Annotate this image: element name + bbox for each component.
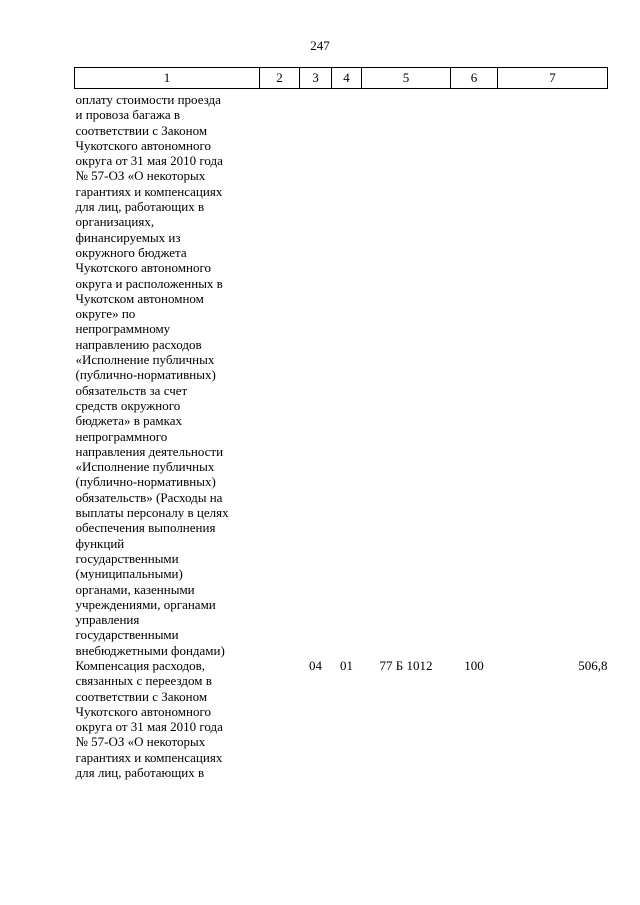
description-line: округа от 31 мая 2010 года [75, 153, 223, 169]
cell-section: 04 [309, 657, 322, 673]
page-number: 247 [310, 38, 330, 53]
cell-amount: 506,8 [578, 657, 608, 673]
description-line: (публично-нормативных) [75, 367, 216, 383]
cell-col2 [260, 89, 300, 658]
column-header-6: 6 [451, 68, 498, 89]
cell-col2 [260, 658, 300, 780]
description-line: соответствии с Законом [75, 688, 208, 704]
description-line: направлению расходов [75, 336, 202, 352]
description-line: Чукотского автономного [75, 137, 211, 153]
row-description [75, 658, 260, 780]
column-header-4: 4 [332, 68, 362, 89]
description-line: Чукотского автономного [75, 703, 211, 719]
description-line: учреждениями, органами [75, 596, 216, 612]
description-line: № 57-ОЗ «О некоторых [75, 734, 206, 750]
cell-subsection: 01 [340, 657, 353, 673]
row-description [75, 89, 260, 658]
table-row [75, 89, 608, 658]
cell-expense-type [451, 89, 498, 658]
cell-section [300, 89, 332, 658]
cell-target-code: 77 Б 1012 [379, 657, 433, 673]
description-line: бюджета» в рамках [75, 413, 182, 429]
description-line: соответствии с Законом [75, 122, 208, 138]
description-line: округа и расположенных в [75, 275, 223, 291]
column-header-3: 3 [300, 68, 332, 89]
column-header-2: 2 [260, 68, 300, 89]
description-line: финансируемых из [75, 229, 181, 245]
description-line: (муниципальными) [75, 566, 183, 582]
description-line: организациях, [75, 214, 155, 230]
cell-amount [498, 89, 608, 658]
description-line: внебюджетными фондами) [75, 642, 225, 658]
description-line: оплату стоимости проезда [75, 92, 221, 107]
description-line: обязательств за счет [75, 382, 188, 398]
description-line: Компенсация расходов, [75, 657, 206, 673]
description-line: окружного бюджета [75, 244, 187, 260]
description-line: округе» по [75, 306, 136, 322]
column-header-5: 5 [362, 68, 451, 89]
description-line: непрограммного [75, 428, 168, 444]
cell-subsection [332, 89, 362, 658]
table-header-row [75, 68, 608, 89]
description-line: государственными [75, 627, 179, 643]
cell-target-code [362, 89, 451, 658]
description-line: обеспечения выполнения [75, 520, 216, 536]
description-line: округа от 31 мая 2010 года [75, 719, 223, 735]
budget-table [74, 67, 608, 780]
description-line: для лиц, работающих в [75, 199, 205, 215]
description-line: (публично-нормативных) [75, 474, 216, 490]
description-line: непрограммному [75, 321, 171, 337]
description-line: органами, казенными [75, 581, 195, 597]
column-header-1: 1 [75, 68, 260, 89]
column-header-7: 7 [498, 68, 608, 89]
description-line: управления [75, 612, 140, 628]
description-line: обязательств» (Расходы на [75, 489, 223, 505]
description-line: направления деятельности [75, 443, 224, 459]
description-line: выплаты персоналу в целях [75, 505, 229, 521]
table-row [75, 658, 608, 780]
description-line: государственными [75, 550, 179, 566]
description-line: средств окружного [75, 397, 181, 413]
description-line: для лиц, работающих в [75, 765, 205, 781]
description-line: № 57-ОЗ «О некоторых [75, 168, 206, 184]
description-line: Чукотском автономном [75, 290, 204, 306]
description-line: функций [75, 535, 125, 551]
description-line: «Исполнение публичных [75, 352, 215, 368]
description-line: гарантиях и компенсациях [75, 749, 223, 765]
description-line: «Исполнение публичных [75, 459, 215, 475]
cell-expense-type: 100 [464, 657, 484, 673]
description-line: и провоза багажа в [75, 107, 180, 123]
description-line: связанных с переездом в [75, 673, 212, 689]
description-line: Чукотского автономного [75, 260, 211, 276]
description-line: гарантиях и компенсациях [75, 183, 223, 199]
